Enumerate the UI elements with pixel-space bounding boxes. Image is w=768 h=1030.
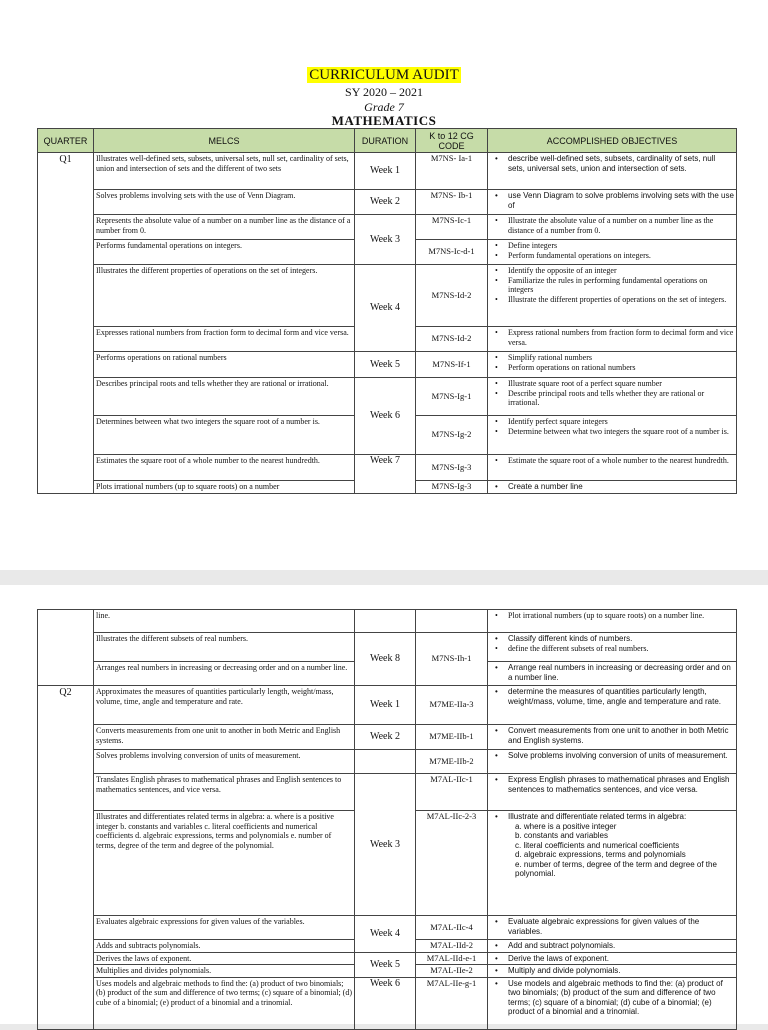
melc-cell: Uses models and algebraic methods to find the: (a) product of two binomials; (b) product of the sum and difference of two terms; (c) square of a binomial; (d) cube of a binomial; (e) product of a binomial and a trinomial. xyxy=(94,977,355,1029)
objective-item: • Identify perfect square integers xyxy=(490,417,734,427)
objective-item: • describe well-defined sets, subsets, cardinality of sets, null sets, universal sets, union and intersection of sets. xyxy=(490,154,734,173)
objective-cell xyxy=(488,750,737,774)
objective-cell xyxy=(488,352,737,378)
code-cell: M7AL-IIc-4 xyxy=(416,916,488,940)
objective-cell xyxy=(488,811,737,916)
melc-cell: Approximates the measures of quantities particularly length, weight/mass, volume, time, angle and temperature and rate. xyxy=(94,686,355,725)
code-cell: M7NS-Ic-1 xyxy=(416,215,488,240)
objective-cell xyxy=(488,977,737,1029)
objective-item: • Convert measurements from one unit to another in both Metric and English systems. xyxy=(490,726,734,745)
week-cell: Week 5 xyxy=(355,352,416,378)
week-cell: Week 6 xyxy=(355,378,416,455)
objective-cell xyxy=(488,481,737,494)
objective-cell xyxy=(488,610,737,633)
code-cell: M7ME-IIa-3 xyxy=(416,686,488,725)
week-cell: Week 8 xyxy=(355,633,416,686)
week-cell: Week 3 xyxy=(355,774,416,916)
table-row xyxy=(38,265,737,327)
objective-cell xyxy=(488,190,737,215)
melc-cell: Derives the laws of exponent. xyxy=(94,952,355,965)
table-row xyxy=(38,215,737,240)
table-row xyxy=(38,352,737,378)
objective-item: • Use models and algebraic methods to find the: (a) product of two binomials; (b) product of the sum and difference of two terms; (c) square of a binomial; (d) cube of a binomial; (e) product of a binomial and a trinomial. xyxy=(490,979,734,1017)
week-cell: Week 2 xyxy=(355,725,416,750)
melc-cell: Illustrates and differentiates related terms in algebra: a. where is a positive integer b. constants and variables c. literal coefficients and numerical coefficients d. algebraic expressions, terms and polynomials e. number of terms, degree of the term and degree of the polynomial. xyxy=(94,811,355,916)
objective-item: • Illustrate the absolute value of a number on a number line as the distance of a number from 0. xyxy=(490,216,734,235)
objective-cell xyxy=(488,265,737,327)
objective-cell xyxy=(488,940,737,953)
melc-cell: Performs fundamental operations on integers. xyxy=(94,240,355,265)
objective-item: • Identify the opposite of an integer xyxy=(490,266,734,276)
curriculum-table-page-2 xyxy=(37,609,737,1030)
melc-cell: Arranges real numbers in increasing or decreasing order and on a number line. xyxy=(94,662,355,686)
code-cell xyxy=(416,610,488,633)
objective-item: • Create a number line xyxy=(490,482,734,492)
code-cell: M7NS- Ib-1 xyxy=(416,190,488,215)
objective-cell xyxy=(488,952,737,965)
code-cell: M7NS-Ih-1 xyxy=(416,633,488,686)
code-cell: M7AL-IId-2 xyxy=(416,940,488,953)
code-cell: M7AL-IIe-2 xyxy=(416,965,488,978)
melc-cell: Estimates the square root of a whole number to the nearest hundredth. xyxy=(94,455,355,481)
quarter-q2: Q2 xyxy=(38,686,94,1030)
quarter-q1: Q1 xyxy=(38,153,94,494)
objective-item: • define the different subsets of real numbers. xyxy=(490,644,734,654)
melc-cell: Represents the absolute value of a number on a number line as the distance of a number from 0. xyxy=(94,215,355,240)
col-duration: DURATION xyxy=(355,129,416,153)
objective-item: • use Venn Diagram to solve problems involving sets with the use of xyxy=(490,191,734,210)
objective-cell xyxy=(488,916,737,940)
table-row xyxy=(38,750,737,774)
objective-item: • Estimate the square root of a whole number to the nearest hundredth. xyxy=(490,456,734,466)
document-title: CURRICULUM AUDIT xyxy=(309,67,459,83)
objective-item: • Evaluate algebraic expressions for given values of the variables. xyxy=(490,917,734,936)
melc-cell: Illustrates the different properties of operations on the set of integers. xyxy=(94,265,355,327)
week-cell: Week 7 xyxy=(355,455,416,494)
week-cell: Week 1 xyxy=(355,153,416,190)
table-row xyxy=(38,610,737,633)
objective-cell xyxy=(488,240,737,265)
week-cell xyxy=(355,750,416,774)
table-row xyxy=(38,153,737,190)
objective-item: • Classify different kinds of numbers. xyxy=(490,634,734,644)
objective-item: • Express rational numbers from fraction form to decimal form and vice versa. xyxy=(490,328,734,347)
melc-cell: Solves problems involving conversion of units of measurement. xyxy=(94,750,355,774)
table-row xyxy=(38,952,737,965)
code-cell: M7NS-Ig-3 xyxy=(416,455,488,481)
objective-cell xyxy=(488,686,737,725)
melc-cell: Performs operations on rational numbers xyxy=(94,352,355,378)
objective-subitem: a. where is a positive integer xyxy=(515,821,617,831)
objective-item: • Plot irrational numbers (up to square roots) on a number line. xyxy=(490,611,734,621)
objective-item: • Add and subtract polynomials. xyxy=(490,941,734,951)
objective-item: • Perform fundamental operations on integers. xyxy=(490,251,734,261)
col-objectives: ACCOMPLISHED OBJECTIVES xyxy=(488,129,737,153)
week-cell: Week 3 xyxy=(355,215,416,265)
objective-subitem: e. number of terms, degree of the term and degree of the polynomial. xyxy=(515,859,717,878)
code-cell: M7NS-Ic-d-1 xyxy=(416,240,488,265)
melc-cell: Determines between what two integers the square root of a number is. xyxy=(94,416,355,455)
melc-cell: Illustrates the different subsets of real numbers. xyxy=(94,633,355,662)
objective-cell xyxy=(488,327,737,352)
objective-item: • Illustrate the different properties of operations on the set of integers. xyxy=(490,295,734,305)
objective-cell xyxy=(488,455,737,481)
objective-cell xyxy=(488,416,737,455)
table-row xyxy=(38,190,737,215)
week-cell: Week 6 xyxy=(355,977,416,1029)
code-cell: M7AL-IIe-g-1 xyxy=(416,977,488,1029)
melc-cell: Illustrates well-defined sets, subsets, universal sets, null set, cardinality of sets, union and intersection of sets and the different of two sets xyxy=(94,153,355,190)
quarter-blank xyxy=(38,610,94,686)
melc-cell: Describes principal roots and tells whether they are rational or irrational. xyxy=(94,378,355,416)
objective-item: • Derive the laws of exponent. xyxy=(490,954,734,964)
table-row xyxy=(38,774,737,811)
week-cell: Week 4 xyxy=(355,265,416,352)
col-quarter: QUARTER xyxy=(38,129,94,153)
objective-item: • Arrange real numbers in increasing or decreasing order and on a number line. xyxy=(490,663,734,682)
table-row xyxy=(38,725,737,750)
objective-item: • Solve problems involving conversion of units of measurement. xyxy=(490,751,734,761)
code-cell: M7NS-If-1 xyxy=(416,352,488,378)
code-cell: M7NS-Ig-3 xyxy=(416,481,488,494)
melc-cell: Expresses rational numbers from fraction form to decimal form and vice versa. xyxy=(94,327,355,352)
table-row xyxy=(38,455,737,481)
col-melcs: MELCS xyxy=(94,129,355,153)
grade-level: Grade 7 xyxy=(364,100,404,114)
objective-subitem: b. constants and variables xyxy=(515,831,608,840)
curriculum-table-page-1 xyxy=(37,128,737,494)
code-cell: M7AL-IIc-2-3 xyxy=(416,811,488,916)
objective-cell xyxy=(488,774,737,811)
table-header-row xyxy=(38,129,737,153)
objective-subitem: d. algebraic expressions, terms and polynomials xyxy=(515,850,686,859)
objective-cell xyxy=(488,153,737,190)
table-row xyxy=(38,633,737,662)
objective-item: • Determine between what two integers the square root of a number is. xyxy=(490,427,734,437)
objective-item: • determine the measures of quantities particularly length, weight/mass, volume, time, angle and temperature and rate. xyxy=(490,687,734,706)
code-cell: M7ME-IIb-1 xyxy=(416,725,488,750)
objective-cell xyxy=(488,662,737,686)
melc-cell: Evaluates algebraic expressions for given values of the variables. xyxy=(94,916,355,940)
col-code: K to 12 CG CODE xyxy=(416,129,488,153)
objective-item: • Define integers xyxy=(490,241,734,251)
objective-item: • Express English phrases to mathematical phrases and English sentences to mathematics sentences, and vice versa. xyxy=(490,775,734,794)
table-row xyxy=(38,977,737,1029)
objective-item: • Describe principal roots and tells whether they are rational or irrational. xyxy=(490,389,734,408)
objective-item: • Simplify rational numbers xyxy=(490,353,734,363)
objective-subitem: c. literal coefficients and numerical coefficients xyxy=(515,840,680,850)
school-year: SY 2020 – 2021 xyxy=(345,85,423,99)
code-cell: M7NS-Ig-1 xyxy=(416,378,488,416)
week-cell: Week 5 xyxy=(355,952,416,977)
code-cell: M7ME-IIb-2 xyxy=(416,750,488,774)
objective-cell xyxy=(488,965,737,978)
objective-item: • Multiply and divide polynomials. xyxy=(490,966,734,976)
code-cell: M7NS-Ig-2 xyxy=(416,416,488,455)
objective-item: • Illustrate and differentiate related terms in algebra: xyxy=(490,812,734,822)
week-cell: Week 2 xyxy=(355,190,416,215)
objective-cell xyxy=(488,725,737,750)
objective-item: • Familiarize the rules in performing fundamental operations on integers xyxy=(490,276,734,295)
objective-item: • Perform operations on rational numbers xyxy=(490,363,734,373)
melc-cell: Adds and subtracts polynomials. xyxy=(94,940,355,953)
subject-title: MATHEMATICS xyxy=(331,113,437,128)
objective-cell xyxy=(488,633,737,662)
melc-cell: Multiplies and divides polynomials. xyxy=(94,965,355,978)
melc-cell: Solves problems involving sets with the use of Venn Diagram. xyxy=(94,190,355,215)
table-row xyxy=(38,916,737,940)
week-cell: Week 1 xyxy=(355,686,416,725)
objective-item: • Illustrate square root of a perfect square number xyxy=(490,379,734,389)
week-cell xyxy=(355,610,416,633)
melc-cell: Translates English phrases to mathematical phrases and English sentences to mathematics sentences, and vice versa. xyxy=(94,774,355,811)
objective-cell xyxy=(488,378,737,416)
page-2 xyxy=(0,585,768,1024)
code-cell: M7NS- Ia-1 xyxy=(416,153,488,190)
code-cell: M7NS-Id-2 xyxy=(416,265,488,327)
melc-cell: Converts measurements from one unit to another in both Metric and English systems. xyxy=(94,725,355,750)
objective-cell xyxy=(488,215,737,240)
melc-cell: Plots irrational numbers (up to square roots) on a number xyxy=(94,481,355,494)
code-cell: M7NS-Id-2 xyxy=(416,327,488,352)
melc-cell: line. xyxy=(94,610,355,633)
code-cell: M7AL-IId-e-1 xyxy=(416,952,488,965)
table-row xyxy=(38,378,737,416)
code-cell: M7AL-IIc-1 xyxy=(416,774,488,811)
table-row xyxy=(38,686,737,725)
week-cell: Week 4 xyxy=(355,916,416,953)
